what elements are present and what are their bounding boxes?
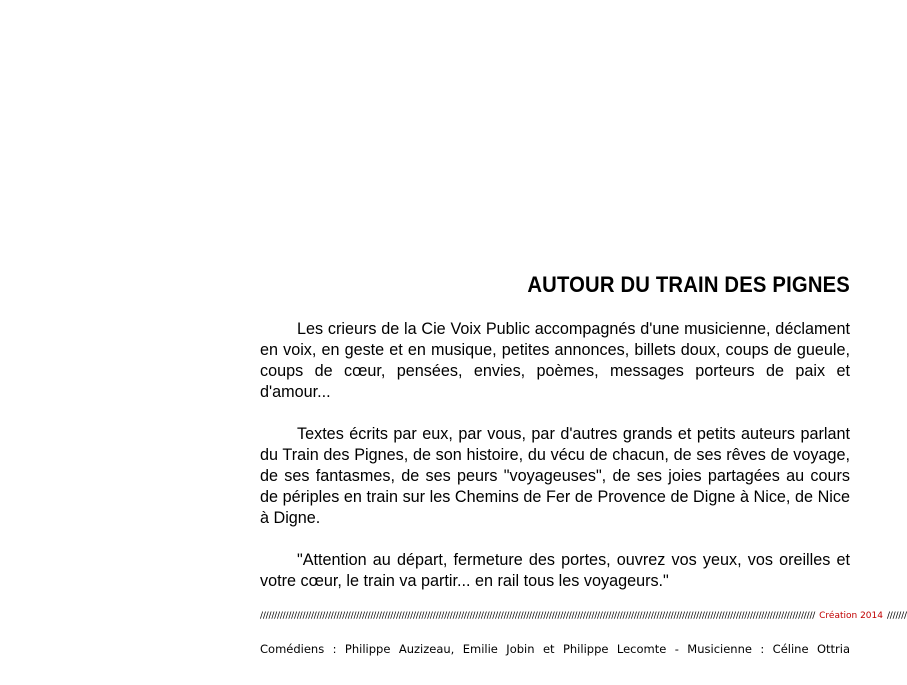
separator-slashes-right: /////// — [886, 611, 907, 621]
page-title: AUTOUR DU TRAIN DES PIGNES — [527, 272, 850, 297]
separator-line — [260, 609, 907, 623]
separator-slashes-left: //////////////////////////////////////////////////////////////////////////////////////////////////////////////////////////////////////////////////////////////////////////////////////////////////// — [260, 611, 816, 621]
paragraph-quote: "Attention au départ, fermeture des portes, ouvrez vos yeux, vos oreilles et votre cœur, le train va partir... en rail tous les voyageurs." — [260, 551, 850, 590]
creation-label: Création 2014 — [819, 611, 883, 621]
paragraph-texts: Textes écrits par eux, par vous, par d'autres grands et petits auteurs parlant du Train des Pignes, de son histoire, du vécu de chacun, de ses rêves de voyage, de ses fantasmes, de ses peurs "voyageuses", de ses joies partagées au cours de périples en train sur les Chemins de Fer de Provence de Digne à Nice, de Nice à Digne. — [260, 425, 850, 527]
credits-line: Comédiens : Philippe Auzizeau, Emilie Jobin et Philippe Lecomte - Musicienne : Céline Ottria — [260, 642, 850, 656]
article — [260, 270, 907, 657]
paragraph-intro: Les crieurs de la Cie Voix Public accompagnés d'une musicienne, déclament en voix, en geste et en musique, petites annonces, billets doux, coups de gueule, coups de cœur, pensées, envies, poèmes, messages porteurs de paix et d'amour... — [260, 320, 850, 401]
